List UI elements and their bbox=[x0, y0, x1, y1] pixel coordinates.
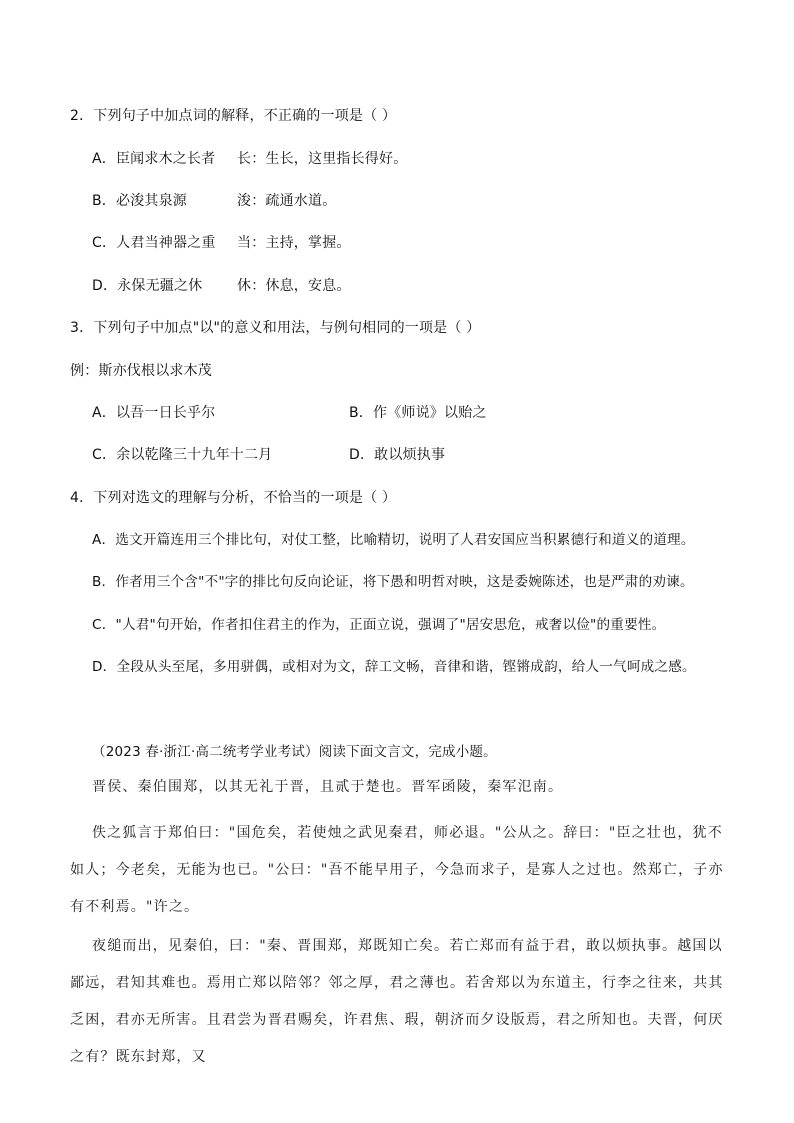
q2-option-c: C．人君当神器之重 bbox=[92, 235, 216, 251]
q2-stem: 2．下列句子中加点词的解释，不正确的一项是（ ） bbox=[70, 108, 397, 124]
q2-option-a: A．臣闻求木之长者 bbox=[92, 151, 216, 167]
q3-option-a: A．以吾一日长乎尔 bbox=[92, 405, 216, 421]
q4-stem: 4．下列对选文的理解与分析，不恰当的一项是（ ） bbox=[70, 490, 397, 506]
q2-option-b-gloss: 浚：疏通水道。 bbox=[237, 193, 337, 209]
q3-option-b: B．作《师说》以贻之 bbox=[349, 405, 487, 421]
q2-option-b: B．必浚其泉源 bbox=[92, 193, 188, 209]
passage-paragraph-3: 夜缒而出，见秦伯，曰："秦、晋围郑，郑既知亡矣。若亡郑而有益于君，敢以烦执事。越国以鄙远，君知其难也。焉用亡郑以陪邻？邻之厚，君之薄也。若舍郑以为东道主，行李之往来，共其乏困，君亦无所害。且君尝为晋君赐矣，许君焦、瑕，朝济而夕设版焉，君之所知也。夫晋，何厌之有？既东封郑，又 bbox=[70, 938, 724, 1065]
passage-paragraph-2: 佚之狐言于郑伯曰："国危矣，若使烛之武见秦君，师必退。"公从之。辞曰："臣之壮也，犹不如人；今老矣，无能为也已。"公曰："吾不能早用子，今急而求子，是寡人之过也。然郑亡，子亦有不利焉。"许之。 bbox=[70, 825, 724, 915]
q2-option-d: D．永保无疆之休 bbox=[92, 278, 203, 294]
q2-option-d-gloss: 休：休息，安息。 bbox=[237, 278, 351, 294]
q4-option-c: C．"人君"句开始，作者扣住君主的作为，正面立说，强调了"居安思危，戒奢以俭"的重要性。 bbox=[92, 617, 666, 633]
q3-example: 例：斯亦伐根以求木茂 bbox=[70, 363, 212, 379]
q4-option-a: A．选文开篇连用三个排比句，对仗工整，比喻精切，说明了人君安国应当积累德行和道义的道理。 bbox=[92, 532, 695, 548]
reading-intro: （2023 春·浙江·高二统考学业考试）阅读下面文言文，完成小题。 bbox=[92, 744, 497, 760]
q4-option-b: B．作者用三个含"不"字的排比句反向论证，将下愚和明哲对映，这是委婉陈述，也是严肃的劝谏。 bbox=[92, 574, 694, 590]
passage-paragraph-1: 晋侯、秦伯围郑，以其无礼于晋，且贰于楚也。晋军函陵，秦军氾南。 bbox=[92, 779, 564, 795]
q3-option-c: C．余以乾隆三十九年十二月 bbox=[92, 447, 273, 463]
q2-option-c-gloss: 当：主持，掌握。 bbox=[237, 235, 351, 251]
q2-option-a-gloss: 长：生长，这里指长得好。 bbox=[237, 151, 408, 167]
q3-stem: 3．下列句子中加点"以"的意义和用法，与例句相同的一项是（ ） bbox=[70, 320, 481, 336]
q4-option-d: D．全段从头至尾，多用骈偶，或相对为文，辞工文畅，音律和谐，铿锵成韵，给人一气呵成之感。 bbox=[92, 659, 696, 675]
q3-option-d: D．敢以烦执事 bbox=[349, 447, 446, 463]
